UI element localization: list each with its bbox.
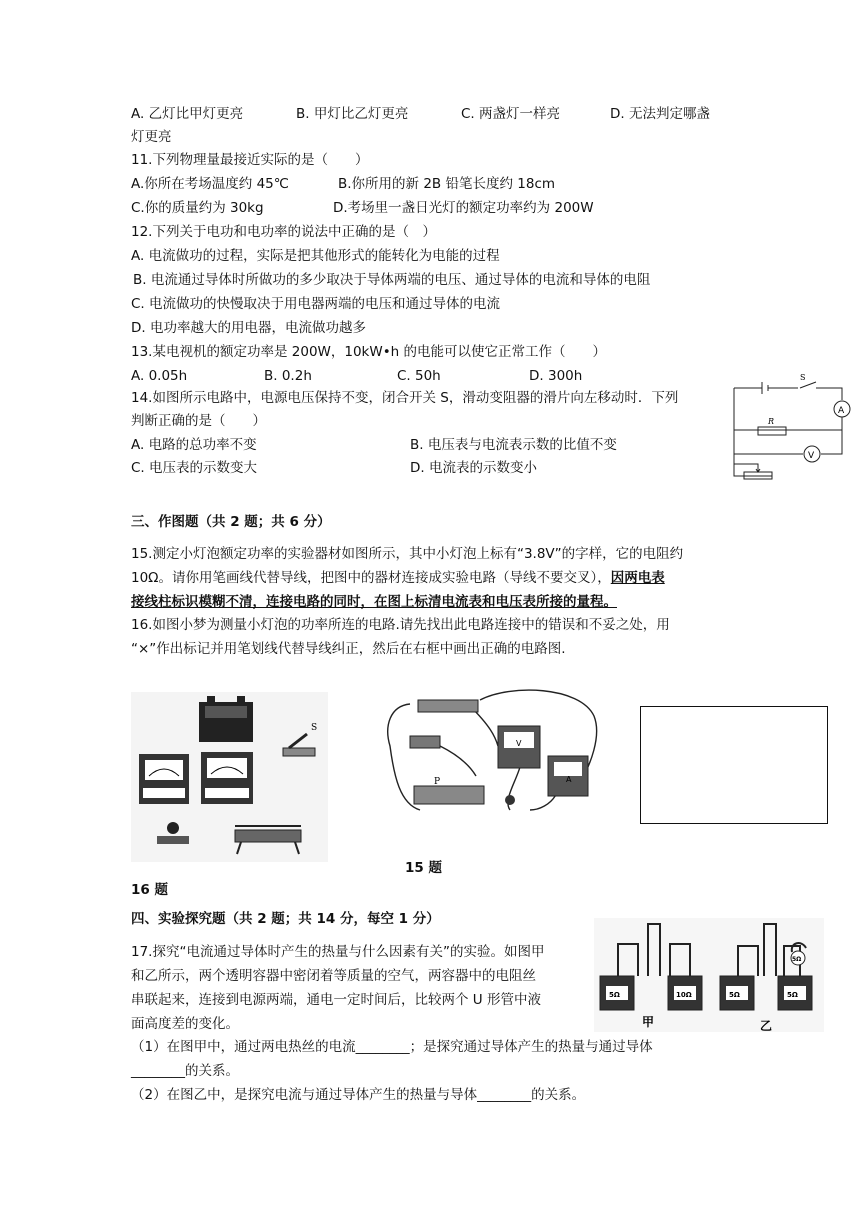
- q11-option-a: A.你所在考场温度约 45℃: [131, 176, 289, 192]
- q17-label-jia: 甲: [642, 1015, 655, 1029]
- q14-option-c: C. 电压表的示数变大: [131, 460, 258, 476]
- q16-line2: “×”作出标记并用笔划线代替导线纠正，然后在右框中画出正确的电路图.: [131, 641, 566, 657]
- q15-line2-text: 10Ω。请你用笔画线代替导线，把图中的器材连接成实验电路（导线不要交叉），: [131, 570, 611, 586]
- q17-line1: 17.探究“电流通过导体时产生的热量与什么因素有关”的实验。如图甲: [131, 944, 545, 960]
- q10-option-b: B. 甲灯比乙灯更亮: [296, 106, 409, 122]
- q13-option-d: D. 300h: [529, 368, 583, 384]
- q14-option-b: B. 电压表与电流表示数的比值不变: [410, 437, 617, 453]
- q17-label-yi: 乙: [760, 1019, 773, 1032]
- q13-option-c: C. 50h: [397, 368, 441, 384]
- q10-option-a: A. 乙灯比甲灯更亮: [131, 106, 244, 122]
- q17-resistor-label-3: 5Ω: [729, 991, 740, 999]
- fig16-rheostat-label: P: [434, 777, 441, 787]
- q13-stem: 13.某电视机的额定功率是 200W，10kW•h 的电能可以使它正常工作（ ）: [131, 344, 607, 360]
- q12-option-c: C. 电流做功的快慢取决于用电器两端的电压和通过导体的电流: [131, 296, 501, 312]
- q13-option-b: B. 0.2h: [264, 368, 312, 384]
- fig16-caption: 16 题: [131, 882, 168, 898]
- q17-sub1-line1: （1）在图甲中，通过两电热丝的电流________；是探究通过导体产生的热量与通过导体: [131, 1039, 653, 1055]
- q15-emphasis-1: 因两电表: [610, 570, 665, 586]
- q15-line2: [131, 568, 665, 588]
- q11-stem: 11.下列物理量最接近实际的是（ ）: [131, 152, 369, 168]
- q14-option-a: A. 电路的总功率不变: [131, 437, 257, 453]
- q14-circuit-diagram: [728, 372, 856, 480]
- q14-stem-line1: 14.如图所示电路中，电源电压保持不变，闭合开关 S，滑动变阻器的滑片向左移动时．下列: [131, 390, 679, 406]
- voltmeter-icon: [201, 752, 253, 804]
- q17-resistor-label-5: 5Ω: [792, 956, 802, 963]
- q17-line4: 面高度差的变化。: [131, 1016, 239, 1032]
- q17-line2: 和乙所示，两个透明容器中密闭着等质量的空气，两容器中的电阻丝: [131, 968, 536, 984]
- fig15-caption: 15 题: [405, 860, 442, 876]
- q10-option-c: C. 两盏灯一样亮: [461, 106, 561, 122]
- q16-line1: 16.如图小梦为测量小灯泡的功率所连的电路.请先找出此电路连接中的错误和不妥之处，用: [131, 617, 670, 633]
- q15-line1: 15.测定小灯泡额定功率的实验器材如图所示，其中小灯泡上标有“3.8V”的字样，它的电阻约: [131, 546, 684, 562]
- ammeter-icon: [139, 754, 189, 804]
- q17-apparatus-figure: [594, 918, 824, 1032]
- q14-option-d: D. 电流表的示数变小: [410, 460, 537, 476]
- q14-switch-label: S: [800, 373, 806, 382]
- q10-option-d: D. 无法判定哪盏: [610, 106, 710, 122]
- q15-line3-emphasis: 接线柱标识模糊不清，连接电路的同时，在图上标清电流表和电压表所接的量程。: [131, 594, 617, 610]
- section-4-heading: 四、实验探究题（共 2 题；共 14 分，每空 1 分）: [131, 911, 440, 927]
- q12-option-d: D. 电功率越大的用电器，电流做功越多: [131, 320, 366, 336]
- q14-voltmeter-label: V: [808, 451, 815, 461]
- answer-box[interactable]: [640, 706, 828, 824]
- fig16-ammeter-label: A: [566, 775, 572, 784]
- q14-resistor-label: R: [768, 417, 775, 426]
- fig15-apparatus: [131, 692, 328, 862]
- q11-option-b: B.你所用的新 2B 铅笔长度约 18cm: [338, 176, 556, 192]
- q11-option-d: D.考场里一盏日光灯的额定功率约为 200W: [333, 200, 594, 216]
- battery-icon: [199, 696, 253, 742]
- q12-option-b: B. 电流通过导体时所做功的多少取决于导体两端的电压、通过导体的电流和导体的电阻: [133, 272, 651, 288]
- fig16-voltmeter-label: V: [516, 739, 522, 748]
- section-3-heading: 三、作图题（共 2 题；共 6 分）: [131, 514, 331, 530]
- q11-option-c: C.你的质量约为 30kg: [131, 200, 264, 216]
- q12-option-a: A. 电流做功的过程，实际是把其他形式的能转化为电能的过程: [131, 248, 500, 264]
- fig16-circuit-photo: [380, 686, 626, 822]
- fig15-switch-label: S: [311, 723, 318, 733]
- q10-option-d-wrap: 灯更亮: [131, 129, 172, 145]
- q17-sub1-line2: ________的关系。: [131, 1063, 239, 1079]
- q12-stem: 12.下列关于电功和电功率的说法中正确的是（ ）: [131, 224, 436, 240]
- q17-line3: 串联起来，连接到电源两端，通电一定时间后，比较两个 U 形管中液: [131, 992, 541, 1008]
- q13-option-a: A. 0.05h: [131, 368, 188, 384]
- q17-resistor-label-4: 5Ω: [787, 991, 798, 999]
- q17-resistor-label-2: 10Ω: [676, 991, 692, 999]
- q17-sub2: （2）在图乙中，是探究电流与通过导体产生的热量与导体________的关系。: [131, 1087, 586, 1103]
- q14-stem-line2: 判断正确的是（ ）: [131, 413, 266, 429]
- q17-resistor-label-1: 5Ω: [609, 991, 620, 999]
- q14-ammeter-label: A: [838, 406, 845, 416]
